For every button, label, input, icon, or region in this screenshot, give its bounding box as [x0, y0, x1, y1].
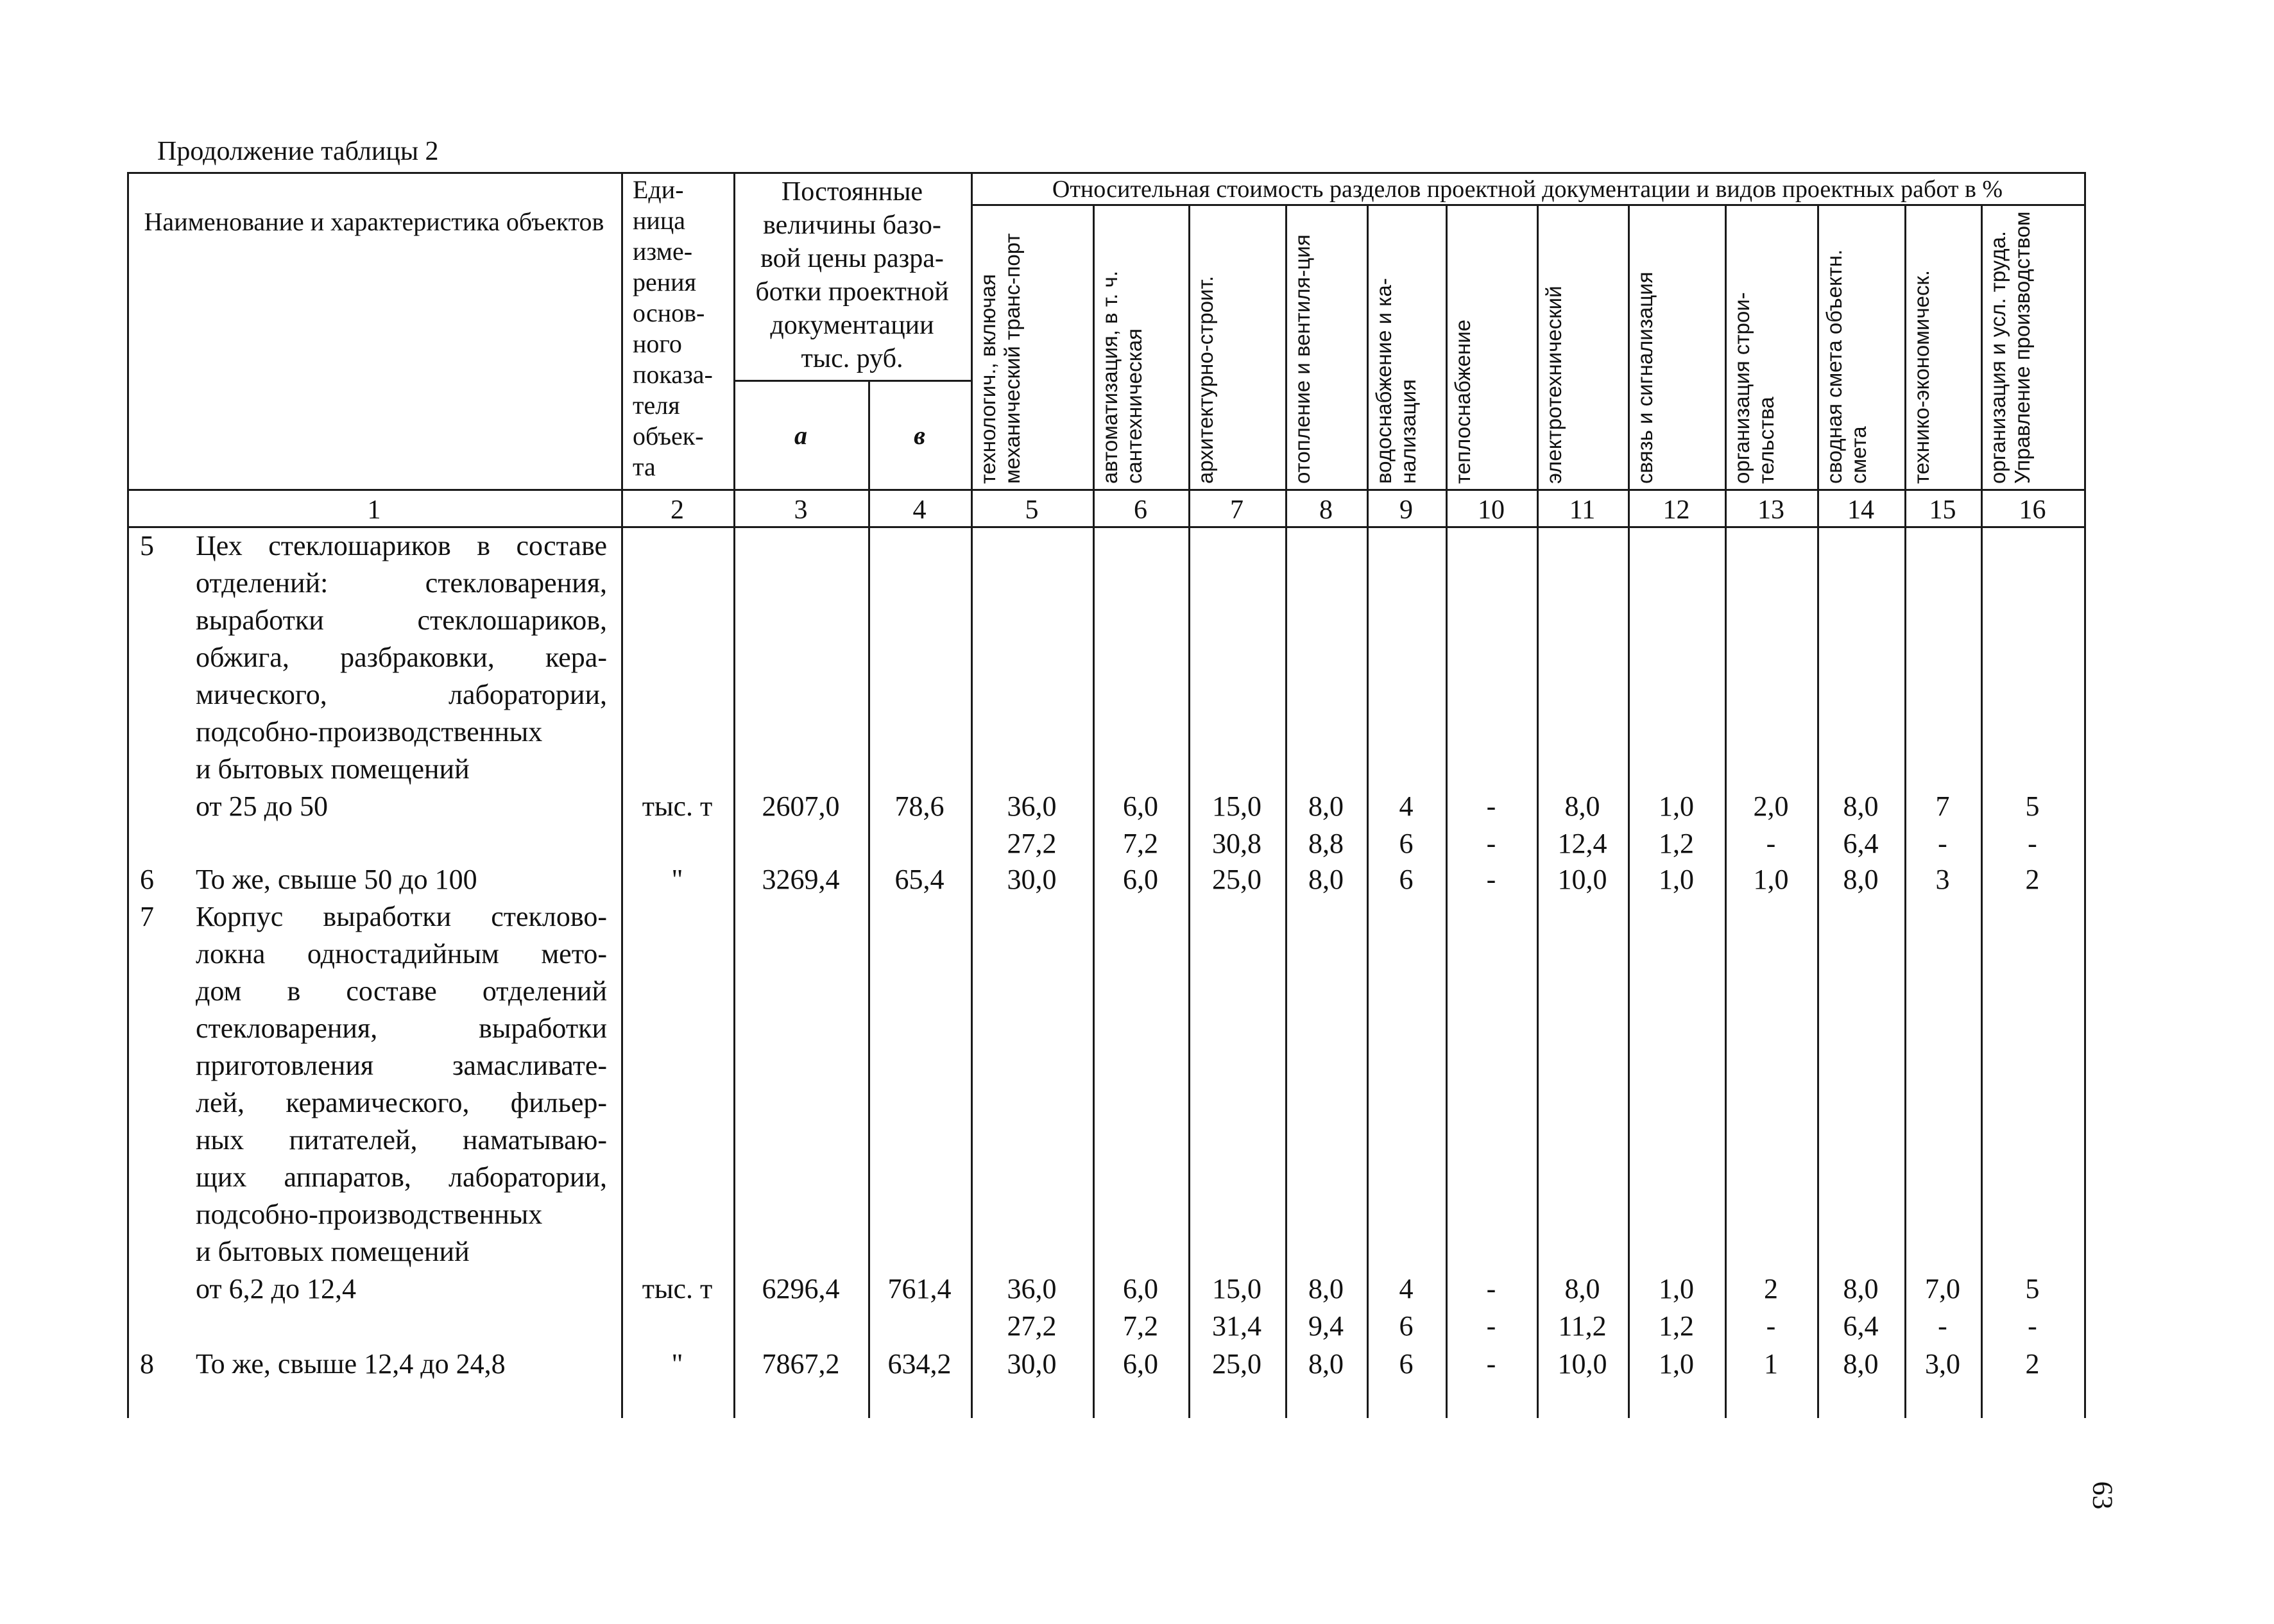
row-percent-1: 1: [1764, 1348, 1778, 1380]
row-percent-2: 6: [1399, 828, 1414, 859]
row-percent-1: 36,0: [1007, 1273, 1057, 1304]
row-range: от 25 до 50: [196, 791, 329, 822]
row-percent-1: 3,0: [1925, 1348, 1960, 1380]
row-value-b: 761,4: [887, 1273, 952, 1304]
header-rotated-7: архитектурно-строит.: [1193, 275, 1217, 484]
row-value-a: 6296,4: [762, 1273, 840, 1304]
header-unit-line: основ-: [633, 298, 705, 327]
row-percent-1: 8,0: [1843, 1273, 1879, 1304]
row-percent-1: 1,0: [1659, 1273, 1694, 1304]
row-percent-1: 8,0: [1564, 1273, 1600, 1304]
row-percent-2: -: [2028, 828, 2037, 859]
header-unit-line: объек-: [633, 422, 704, 450]
column-number: 9: [1399, 495, 1413, 525]
row-percent-2: 9,4: [1308, 1310, 1344, 1342]
column-number: 2: [671, 495, 684, 525]
row-percent-1: 1,0: [1659, 864, 1694, 895]
row-description-line: и бытовых помещений: [196, 1236, 470, 1267]
header-unit-line: показа-: [633, 360, 713, 389]
row-percent-1: 1,0: [1659, 1348, 1694, 1380]
rule-col-16: [2084, 172, 2086, 1418]
row-percent-1: 1,0: [1753, 864, 1789, 895]
row-percent-1: 5: [2025, 791, 2040, 822]
column-number: 12: [1663, 495, 1690, 525]
header-unit-line: Еди-: [633, 175, 684, 204]
row-percent-1: 25,0: [1212, 864, 1261, 895]
row-unit: ": [671, 864, 683, 895]
row-percent-1: 8,0: [1308, 791, 1344, 822]
column-number: 1: [367, 495, 381, 525]
row-description-line: подсобно-производственных: [196, 1199, 543, 1230]
column-number: 11: [1569, 495, 1596, 525]
header-unit-line: ного: [633, 329, 682, 358]
rule-header-bottom: [127, 489, 2086, 491]
rule-col-0: [127, 172, 129, 1418]
header-name: Наименование и характеристика объектов: [144, 207, 604, 236]
row-percent-1: 8,0: [1308, 1348, 1344, 1380]
row-description-line: лей, керамического, фильер-: [196, 1087, 607, 1118]
column-number: 6: [1134, 495, 1147, 525]
row-value-b: 78,6: [894, 791, 945, 822]
header-const-line: документации: [770, 311, 934, 340]
row-percent-2: 27,2: [1007, 828, 1057, 859]
row-percent-1: 6,0: [1123, 791, 1158, 822]
row-percent-2: 30,8: [1212, 828, 1261, 859]
row-unit: ": [671, 1348, 683, 1380]
column-number: 16: [2019, 495, 2046, 525]
row-number: 6: [140, 864, 154, 895]
header-relative-cost: Относительная стоимость разделов проектной документации и видов проектных работ в %: [1052, 176, 2003, 203]
table-caption: Продолжение таблицы 2: [157, 137, 439, 166]
row-percent-1: 8,0: [1564, 791, 1600, 822]
header-unit-line: ница: [633, 206, 685, 235]
row-percent-1: 1,0: [1659, 791, 1694, 822]
header-rotated-6: автоматизация, в т. ч. сантехническая: [1098, 271, 1146, 484]
row-percent-1: 6: [1399, 1348, 1414, 1380]
row-percent-1: 2: [2025, 1348, 2040, 1380]
row-percent-1: 10,0: [1557, 1348, 1607, 1380]
row-description-line: дом в составе отделений: [196, 975, 607, 1007]
header-const-line: тыс. руб.: [801, 344, 903, 373]
header-col-a: а: [794, 421, 807, 450]
row-description-line: стекловарения, выработки: [196, 1013, 607, 1044]
row-percent-2: -: [1486, 1310, 1496, 1342]
row-percent-1: 2,0: [1753, 791, 1789, 822]
row-percent-2: 6: [1399, 1310, 1414, 1342]
row-percent-1: 36,0: [1007, 791, 1057, 822]
header-unit-line: рения: [633, 268, 696, 296]
row-description-line: Корпус выработки стеклово-: [196, 901, 607, 932]
row-unit: тыс. т: [642, 791, 713, 822]
header-rotated-12: связь и сигнализация: [1633, 271, 1657, 484]
row-value-b: 65,4: [894, 864, 945, 895]
column-number: 15: [1929, 495, 1956, 525]
row-percent-1: 7,0: [1925, 1273, 1960, 1304]
row-description-line: щих аппаратов, лаборатории,: [196, 1161, 607, 1193]
row-percent-1: 30,0: [1007, 864, 1057, 895]
header-rotated-16: организация и усл. труда. Управление производством: [1986, 211, 2034, 484]
row-percent-1: 6,0: [1123, 1348, 1158, 1380]
row-percent-1: 6,0: [1123, 1273, 1158, 1304]
header-const-line: вой цены разра-: [760, 244, 944, 273]
column-number: 10: [1478, 495, 1505, 525]
row-description-line: мического, лаборатории,: [196, 679, 607, 710]
row-description-line: отделений: стекловарения,: [196, 567, 607, 599]
row-description-line: локна одностадийным мето-: [196, 938, 607, 970]
header-rotated-15: технико-экономическ.: [1910, 269, 1933, 484]
column-number: 14: [1847, 495, 1874, 525]
column-number: 5: [1025, 495, 1039, 525]
header-rotated-9: водоснабжение и ка-нализация: [1372, 278, 1420, 484]
column-number: 8: [1319, 495, 1333, 525]
row-percent-1: 15,0: [1212, 1273, 1261, 1304]
row-percent-2: 31,4: [1212, 1310, 1261, 1342]
header-rotated-11: электротехнический: [1542, 286, 1566, 484]
header-const-line: Постоянные: [781, 177, 923, 207]
rule-col-3: [868, 380, 870, 1418]
header-unit-line: теля: [633, 391, 680, 420]
row-value-a: 7867,2: [762, 1348, 840, 1380]
row-description-line: ных питателей, наматываю-: [196, 1124, 607, 1156]
header-rotated-8: отопление и вентиля-ция: [1290, 234, 1314, 484]
row-percent-2: 6,4: [1843, 828, 1879, 859]
row-percent-1: 4: [1399, 1273, 1414, 1304]
row-percent-1: 25,0: [1212, 1348, 1261, 1380]
header-const-line: ботки проектной: [755, 277, 949, 307]
row-percent-2: -: [1766, 828, 1776, 859]
row-value-a: 2607,0: [762, 791, 840, 822]
row-percent-2: 8,8: [1308, 828, 1344, 859]
row-percent-2: 1,2: [1659, 828, 1694, 859]
row-percent-1: 2: [1764, 1273, 1778, 1304]
row-value-b: 634,2: [887, 1348, 952, 1380]
header-rotated-13: организация строи-тельства: [1730, 292, 1778, 484]
row-number: 8: [140, 1348, 154, 1380]
row-description-line: и бытовых помещений: [196, 753, 470, 785]
header-col-b: в: [914, 421, 925, 450]
row-percent-1: 5: [2025, 1273, 2040, 1304]
row-description-line: обжига, разбраковки, кера-: [196, 642, 607, 673]
header-const-line: величины базо-: [763, 210, 941, 240]
row-percent-2: -: [1766, 1310, 1776, 1342]
row-percent-1: 30,0: [1007, 1348, 1057, 1380]
rule-top: [127, 172, 2086, 174]
row-percent-2: 7,2: [1123, 828, 1158, 859]
row-percent-1: 6,0: [1123, 864, 1158, 895]
row-percent-1: 2: [2025, 864, 2040, 895]
header-rotated-5: технологич., включая механический транс-порт: [976, 233, 1024, 484]
row-percent-2: -: [1938, 1310, 1947, 1342]
row-percent-1: 8,0: [1843, 864, 1879, 895]
row-percent-2: 1,2: [1659, 1310, 1694, 1342]
row-percent-2: -: [1486, 828, 1496, 859]
rule-ab-header: [733, 380, 971, 382]
row-percent-2: -: [2028, 1310, 2037, 1342]
column-number: 3: [794, 495, 808, 525]
row-percent-2: 6,4: [1843, 1310, 1879, 1342]
row-percent-2: 27,2: [1007, 1310, 1057, 1342]
row-description-line: Цех стеклошариков в составе: [196, 530, 607, 561]
row-percent-1: -: [1486, 864, 1496, 895]
row-percent-2: -: [1938, 828, 1947, 859]
row-description-line: приготовления замасливате-: [196, 1050, 607, 1081]
row-range: То же, свыше 12,4 до 24,8: [196, 1348, 506, 1380]
row-range: от 6,2 до 12,4: [196, 1273, 357, 1304]
row-percent-2: 12,4: [1557, 828, 1607, 859]
row-percent-2: 11,2: [1558, 1310, 1607, 1342]
column-number: 7: [1230, 495, 1244, 525]
row-percent-1: 8,0: [1843, 1348, 1879, 1380]
row-percent-1: -: [1486, 1273, 1496, 1304]
row-percent-1: 3: [1935, 864, 1950, 895]
row-description-line: подсобно-производственных: [196, 716, 543, 748]
column-number: 13: [1757, 495, 1784, 525]
row-percent-1: -: [1486, 791, 1496, 822]
row-unit: тыс. т: [642, 1273, 713, 1304]
row-percent-1: 6: [1399, 864, 1414, 895]
header-unit-line: та: [633, 452, 656, 481]
header-rotated-14: сводная смета объектн. смета: [1822, 249, 1870, 484]
row-number: 5: [140, 530, 154, 561]
row-percent-1: 7: [1935, 791, 1950, 822]
row-percent-1: 8,0: [1308, 1273, 1344, 1304]
row-percent-1: 8,0: [1843, 791, 1879, 822]
header-rotated-10: теплоснабжение: [1451, 320, 1475, 484]
row-percent-1: 8,0: [1308, 864, 1344, 895]
row-percent-1: 4: [1399, 791, 1414, 822]
row-value-a: 3269,4: [762, 864, 840, 895]
row-percent-2: 7,2: [1123, 1310, 1158, 1342]
row-percent-1: 15,0: [1212, 791, 1261, 822]
column-number: 4: [912, 495, 927, 525]
row-range: То же, свыше 50 до 100: [196, 864, 477, 895]
row-description-line: выработки стеклошариков,: [196, 604, 607, 636]
row-number: 7: [140, 901, 154, 932]
page-number: 63: [2087, 1481, 2119, 1510]
row-percent-1: 10,0: [1557, 864, 1607, 895]
row-percent-1: -: [1486, 1348, 1496, 1380]
header-unit-line: изме-: [633, 237, 693, 266]
